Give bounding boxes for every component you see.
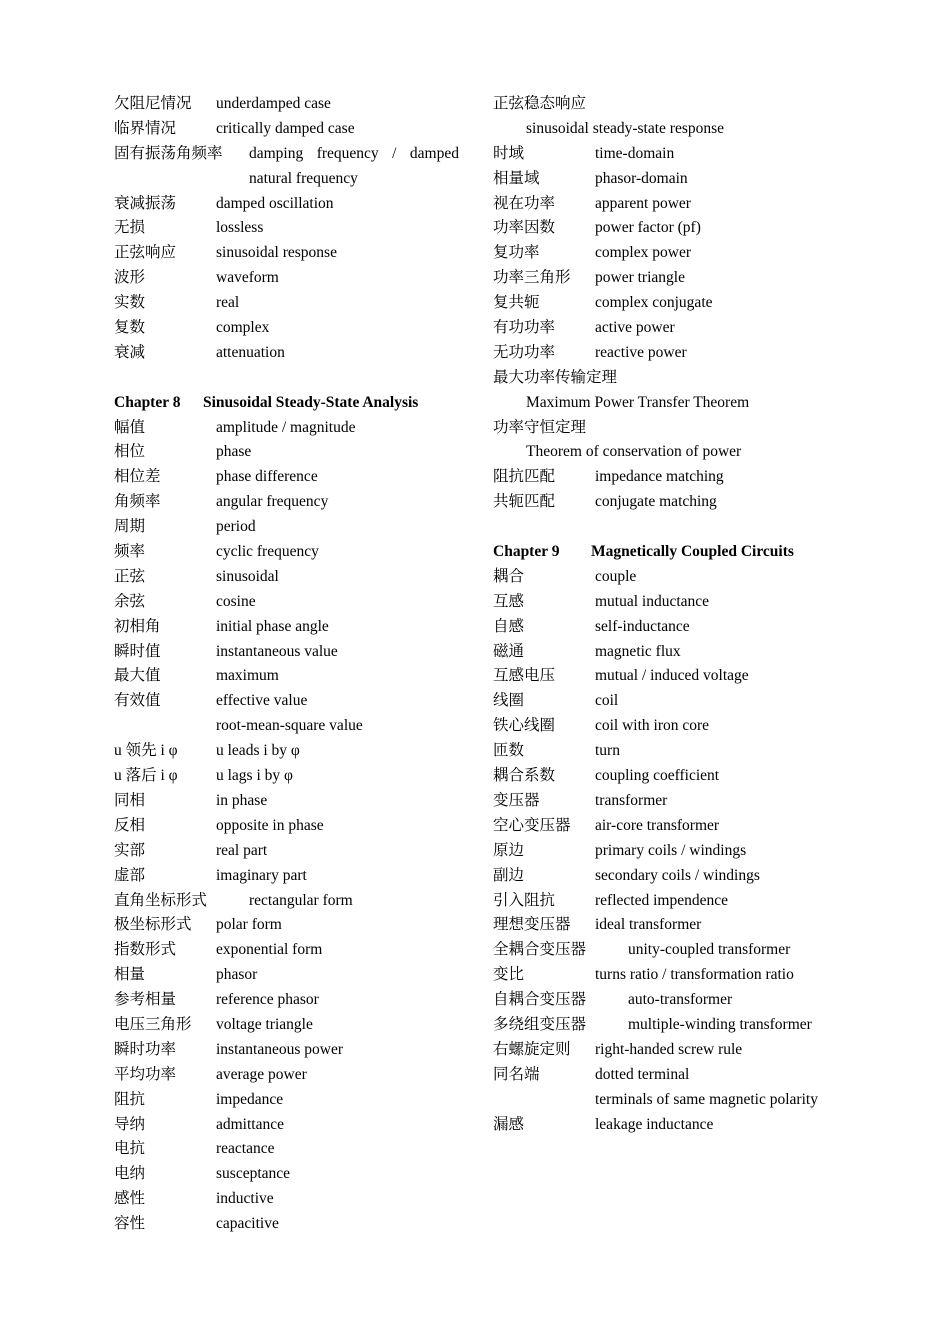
term-row-continuation [493, 440, 843, 465]
term-row [114, 864, 464, 889]
term-en: phasor-domain [595, 169, 688, 187]
term-row [493, 913, 843, 938]
term-zh: 电抗 [114, 1140, 146, 1158]
term-zh: 无损 [114, 219, 146, 237]
term-en: maximum [216, 667, 279, 685]
term-row-continuation [114, 167, 464, 192]
term-row [114, 789, 464, 814]
term-zh: 原边 [493, 841, 525, 859]
term-zh: 波形 [114, 269, 146, 287]
term-zh: 初相角 [114, 617, 161, 635]
term-row [114, 689, 464, 714]
term-row [493, 615, 843, 640]
term-zh: 衰减 [114, 343, 146, 361]
term-row-continuation [493, 391, 843, 416]
term-en: angular frequency [216, 493, 329, 511]
term-row [114, 316, 464, 341]
term-zh: 无功功率 [493, 343, 556, 361]
term-en: leakage inductance [595, 1115, 714, 1133]
term-zh: 电压三角形 [114, 1015, 192, 1033]
term-row [114, 1013, 464, 1038]
term-zh: 线圈 [493, 692, 525, 710]
term-row [493, 142, 843, 167]
term-row [493, 291, 843, 316]
term-en: real part [216, 841, 268, 859]
term-row [493, 92, 843, 117]
term-row [493, 839, 843, 864]
term-en: imaginary part [216, 866, 307, 884]
term-zh: 正弦响应 [114, 244, 177, 262]
term-row [114, 92, 464, 117]
term-en: sinusoidal response [216, 244, 337, 262]
term-row [493, 640, 843, 665]
term-zh: 周期 [114, 518, 146, 536]
term-zh: 互感 [493, 592, 525, 610]
term-en: polar form [216, 916, 282, 934]
term-en: couple [595, 567, 637, 585]
term-en: mutual / induced voltage [595, 667, 749, 685]
term-en: sinusoidal [216, 567, 279, 585]
term-row [114, 192, 464, 217]
term-en: capacitive [216, 1215, 279, 1233]
term-zh: 空心变压器 [493, 816, 571, 834]
term-row [114, 1137, 464, 1162]
term-zh: 多绕组变压器 [493, 1015, 587, 1033]
term-row [493, 241, 843, 266]
term-row [114, 764, 464, 789]
term-zh: 实部 [114, 841, 146, 859]
term-en: multiple-winding transformer [628, 1015, 812, 1033]
term-row [114, 1063, 464, 1088]
term-zh: 角频率 [114, 493, 161, 511]
term-zh: 变比 [493, 966, 525, 984]
term-en: amplitude / magnitude [216, 418, 356, 436]
term-row [493, 963, 843, 988]
term-row [493, 1063, 843, 1088]
term-en: instantaneous power [216, 1040, 343, 1058]
term-en: cosine [216, 592, 256, 610]
term-row [493, 1013, 843, 1038]
term-zh: 匝数 [493, 742, 525, 760]
chapter-label: Chapter 8 [114, 393, 181, 411]
term-en: sinusoidal steady-state response [526, 119, 725, 137]
term-row [114, 988, 464, 1013]
term-en: u lags i by φ [216, 767, 293, 785]
term-en: time-domain [595, 144, 675, 162]
term-row [114, 839, 464, 864]
term-row [493, 316, 843, 341]
term-zh: u 领先 i φ [114, 742, 178, 760]
term-zh: 同相 [114, 791, 146, 809]
spacer [114, 366, 464, 391]
term-en: impedance matching [595, 468, 724, 486]
term-row [114, 938, 464, 963]
term-en: root-mean-square value [216, 717, 363, 735]
term-en: terminals of same magnetic polarity [595, 1090, 818, 1108]
term-zh: 耦合系数 [493, 767, 556, 785]
term-row [493, 366, 843, 391]
term-zh: 相量 [114, 966, 146, 984]
term-en: Theorem of conservation of power [526, 443, 742, 461]
term-row [114, 515, 464, 540]
term-zh: 互感电压 [493, 667, 556, 685]
term-en: apparent power [595, 194, 691, 212]
term-zh: 频率 [114, 543, 146, 561]
term-en: reflected impendence [595, 891, 728, 909]
term-row [114, 640, 464, 665]
term-en: complex power [595, 244, 691, 262]
term-en: auto-transformer [628, 991, 733, 1009]
term-en: lossless [216, 219, 264, 237]
term-row [114, 440, 464, 465]
term-en: average power [216, 1065, 307, 1083]
term-en: self-inductance [595, 617, 690, 635]
term-row [493, 689, 843, 714]
term-row [493, 565, 843, 590]
term-zh: 虚部 [114, 866, 146, 884]
term-zh: 时域 [493, 144, 525, 162]
term-row [114, 1187, 464, 1212]
term-row [493, 764, 843, 789]
term-zh: 瞬时功率 [114, 1040, 177, 1058]
term-row [493, 889, 843, 914]
term-en: turns ratio / transformation ratio [595, 966, 794, 984]
term-zh: 固有振荡角频率 [114, 144, 223, 162]
term-zh: 同名端 [493, 1065, 540, 1083]
term-en: instantaneous value [216, 642, 338, 660]
term-en: real [216, 294, 240, 312]
term-en: initial phase angle [216, 617, 329, 635]
term-zh: 有效值 [114, 692, 161, 710]
term-row [114, 1162, 464, 1187]
term-zh: 功率守恒定理 [493, 418, 587, 436]
term-row [114, 1212, 464, 1237]
term-en: phase difference [216, 468, 318, 486]
term-en: reactance [216, 1140, 275, 1158]
term-row [493, 490, 843, 515]
term-word: frequency [316, 144, 379, 162]
term-en: inductive [216, 1190, 274, 1208]
chapter-heading [493, 540, 843, 565]
term-en: complex conjugate [595, 294, 713, 312]
term-en: primary coils / windings [595, 841, 747, 859]
term-row [493, 1113, 843, 1138]
term-en: turn [595, 742, 620, 760]
term-en: phasor [216, 966, 258, 984]
term-row [114, 490, 464, 515]
term-en: admittance [216, 1115, 284, 1133]
term-zh: 最大功率传输定理 [493, 368, 618, 386]
term-zh: 理想变压器 [493, 916, 571, 934]
term-en: active power [595, 319, 675, 337]
term-zh: 衰减振荡 [114, 194, 177, 212]
term-row [114, 341, 464, 366]
term-row [493, 739, 843, 764]
term-en: secondary coils / windings [595, 866, 760, 884]
term-row [114, 889, 464, 914]
term-row [114, 1088, 464, 1113]
term-en: natural frequency [249, 169, 358, 187]
term-word: / [392, 144, 397, 162]
term-en: impedance [216, 1090, 284, 1108]
term-zh: 正弦 [114, 567, 146, 585]
term-row [493, 590, 843, 615]
right-column [493, 92, 843, 1137]
term-row [114, 963, 464, 988]
chapter-heading [114, 391, 464, 416]
term-en: mutual inductance [595, 592, 710, 610]
term-en: u leads i by φ [216, 742, 300, 760]
term-en: unity-coupled transformer [628, 941, 791, 959]
term-zh: 视在功率 [493, 194, 556, 212]
term-en: ideal transformer [595, 916, 702, 934]
term-zh: 共轭匹配 [493, 493, 556, 511]
term-en: voltage triangle [216, 1015, 313, 1033]
term-en: transformer [595, 791, 668, 809]
term-row-continuation [493, 1088, 843, 1113]
term-en: reference phasor [216, 991, 319, 1009]
term-row [114, 590, 464, 615]
term-row [114, 565, 464, 590]
term-zh: 临界情况 [114, 119, 177, 137]
term-en: waveform [216, 269, 279, 287]
term-zh: 相量域 [493, 169, 540, 187]
term-en: coupling coefficient [595, 767, 720, 785]
term-zh: 欠阻尼情况 [114, 95, 192, 112]
term-zh: 复功率 [493, 244, 540, 262]
term-row [114, 216, 464, 241]
term-row [493, 216, 843, 241]
term-row [114, 465, 464, 490]
term-zh: u 落后 i φ [114, 767, 178, 785]
term-zh: 右螺旋定则 [493, 1040, 571, 1058]
term-row-continuation [493, 117, 843, 142]
term-row [493, 341, 843, 366]
term-en: Maximum Power Transfer Theorem [526, 393, 750, 411]
term-zh: 全耦合变压器 [493, 941, 587, 959]
term-en: period [216, 518, 256, 536]
term-zh: 反相 [114, 816, 146, 834]
term-en: right-handed screw rule [595, 1040, 743, 1058]
term-row [114, 142, 464, 167]
term-row [114, 291, 464, 316]
term-en: effective value [216, 692, 308, 710]
term-row [493, 167, 843, 192]
term-row [493, 416, 843, 441]
term-row [493, 192, 843, 217]
term-en: in phase [216, 791, 268, 809]
term-zh: 铁心线圈 [493, 717, 556, 735]
term-row [114, 241, 464, 266]
term-word: damping [249, 144, 304, 162]
term-zh: 平均功率 [114, 1065, 177, 1083]
term-row [493, 864, 843, 889]
term-zh: 耦合 [493, 567, 525, 585]
term-en: reactive power [595, 343, 687, 361]
term-en: conjugate matching [595, 493, 717, 511]
term-zh: 感性 [114, 1190, 146, 1208]
term-zh: 相位 [114, 443, 146, 461]
term-en: power factor (pf) [595, 219, 701, 237]
term-en: dotted terminal [595, 1065, 690, 1083]
term-row [493, 465, 843, 490]
chapter-title: Sinusoidal Steady-State Analysis [203, 393, 419, 411]
term-zh: 复数 [114, 319, 146, 337]
term-zh: 复共轭 [493, 294, 540, 312]
term-row [114, 117, 464, 142]
term-row [493, 814, 843, 839]
term-en: attenuation [216, 343, 285, 361]
term-row [114, 1038, 464, 1063]
term-zh: 自耦合变压器 [493, 991, 587, 1009]
term-zh: 指数形式 [114, 941, 177, 959]
term-row [493, 1038, 843, 1063]
term-row [114, 814, 464, 839]
term-row-continuation [114, 714, 464, 739]
term-zh: 有功功率 [493, 319, 556, 337]
term-zh: 阻抗匹配 [493, 468, 556, 486]
term-row [114, 540, 464, 565]
term-en: underdamped case [216, 95, 331, 112]
term-zh: 参考相量 [114, 991, 177, 1009]
term-zh: 容性 [114, 1215, 146, 1233]
term-zh: 功率因数 [493, 219, 556, 237]
term-row [114, 266, 464, 291]
term-en: magnetic flux [595, 642, 681, 660]
term-zh: 功率三角形 [493, 269, 571, 287]
term-zh: 漏感 [493, 1115, 525, 1133]
term-en: rectangular form [249, 891, 353, 909]
term-zh: 磁通 [493, 642, 525, 660]
term-word: damped [409, 144, 459, 162]
term-en: opposite in phase [216, 816, 324, 834]
term-zh: 副边 [493, 866, 525, 884]
term-zh: 瞬时值 [114, 642, 161, 660]
term-row [493, 988, 843, 1013]
term-en: air-core transformer [595, 816, 720, 834]
term-zh: 导纳 [114, 1115, 146, 1133]
term-en: cyclic frequency [216, 543, 319, 561]
term-zh: 变压器 [493, 791, 540, 809]
term-row [114, 913, 464, 938]
term-row [114, 1113, 464, 1138]
term-row [493, 266, 843, 291]
term-zh: 直角坐标形式 [114, 891, 208, 909]
chapter-label: Chapter 9 [493, 543, 560, 561]
term-row [493, 789, 843, 814]
term-zh: 正弦稳态响应 [493, 95, 587, 112]
term-zh: 引入阻抗 [493, 891, 556, 909]
term-row [114, 664, 464, 689]
chapter-title: Magnetically Coupled Circuits [591, 543, 794, 561]
term-en: susceptance [216, 1165, 291, 1183]
term-row [493, 714, 843, 739]
term-en [249, 142, 459, 167]
term-zh: 幅值 [114, 418, 146, 436]
term-en: critically damped case [216, 119, 355, 137]
term-zh: 极坐标形式 [114, 916, 192, 934]
term-row [114, 416, 464, 441]
term-en: exponential form [216, 941, 323, 959]
term-zh: 余弦 [114, 592, 146, 610]
term-zh: 电纳 [114, 1165, 146, 1183]
term-en: complex [216, 319, 270, 337]
term-zh: 实数 [114, 294, 146, 312]
term-row [493, 938, 843, 963]
left-column [114, 92, 464, 1237]
term-en: coil with iron core [595, 717, 710, 735]
term-zh: 最大值 [114, 667, 161, 685]
term-row [493, 664, 843, 689]
term-en: phase [216, 443, 252, 461]
term-en: coil [595, 692, 619, 710]
term-en: power triangle [595, 269, 685, 287]
term-row [114, 739, 464, 764]
term-row [114, 615, 464, 640]
term-en: damped oscillation [216, 194, 334, 212]
spacer [493, 515, 843, 540]
term-zh: 阻抗 [114, 1090, 146, 1108]
term-zh: 相位差 [114, 468, 161, 486]
term-zh: 自感 [493, 617, 525, 635]
